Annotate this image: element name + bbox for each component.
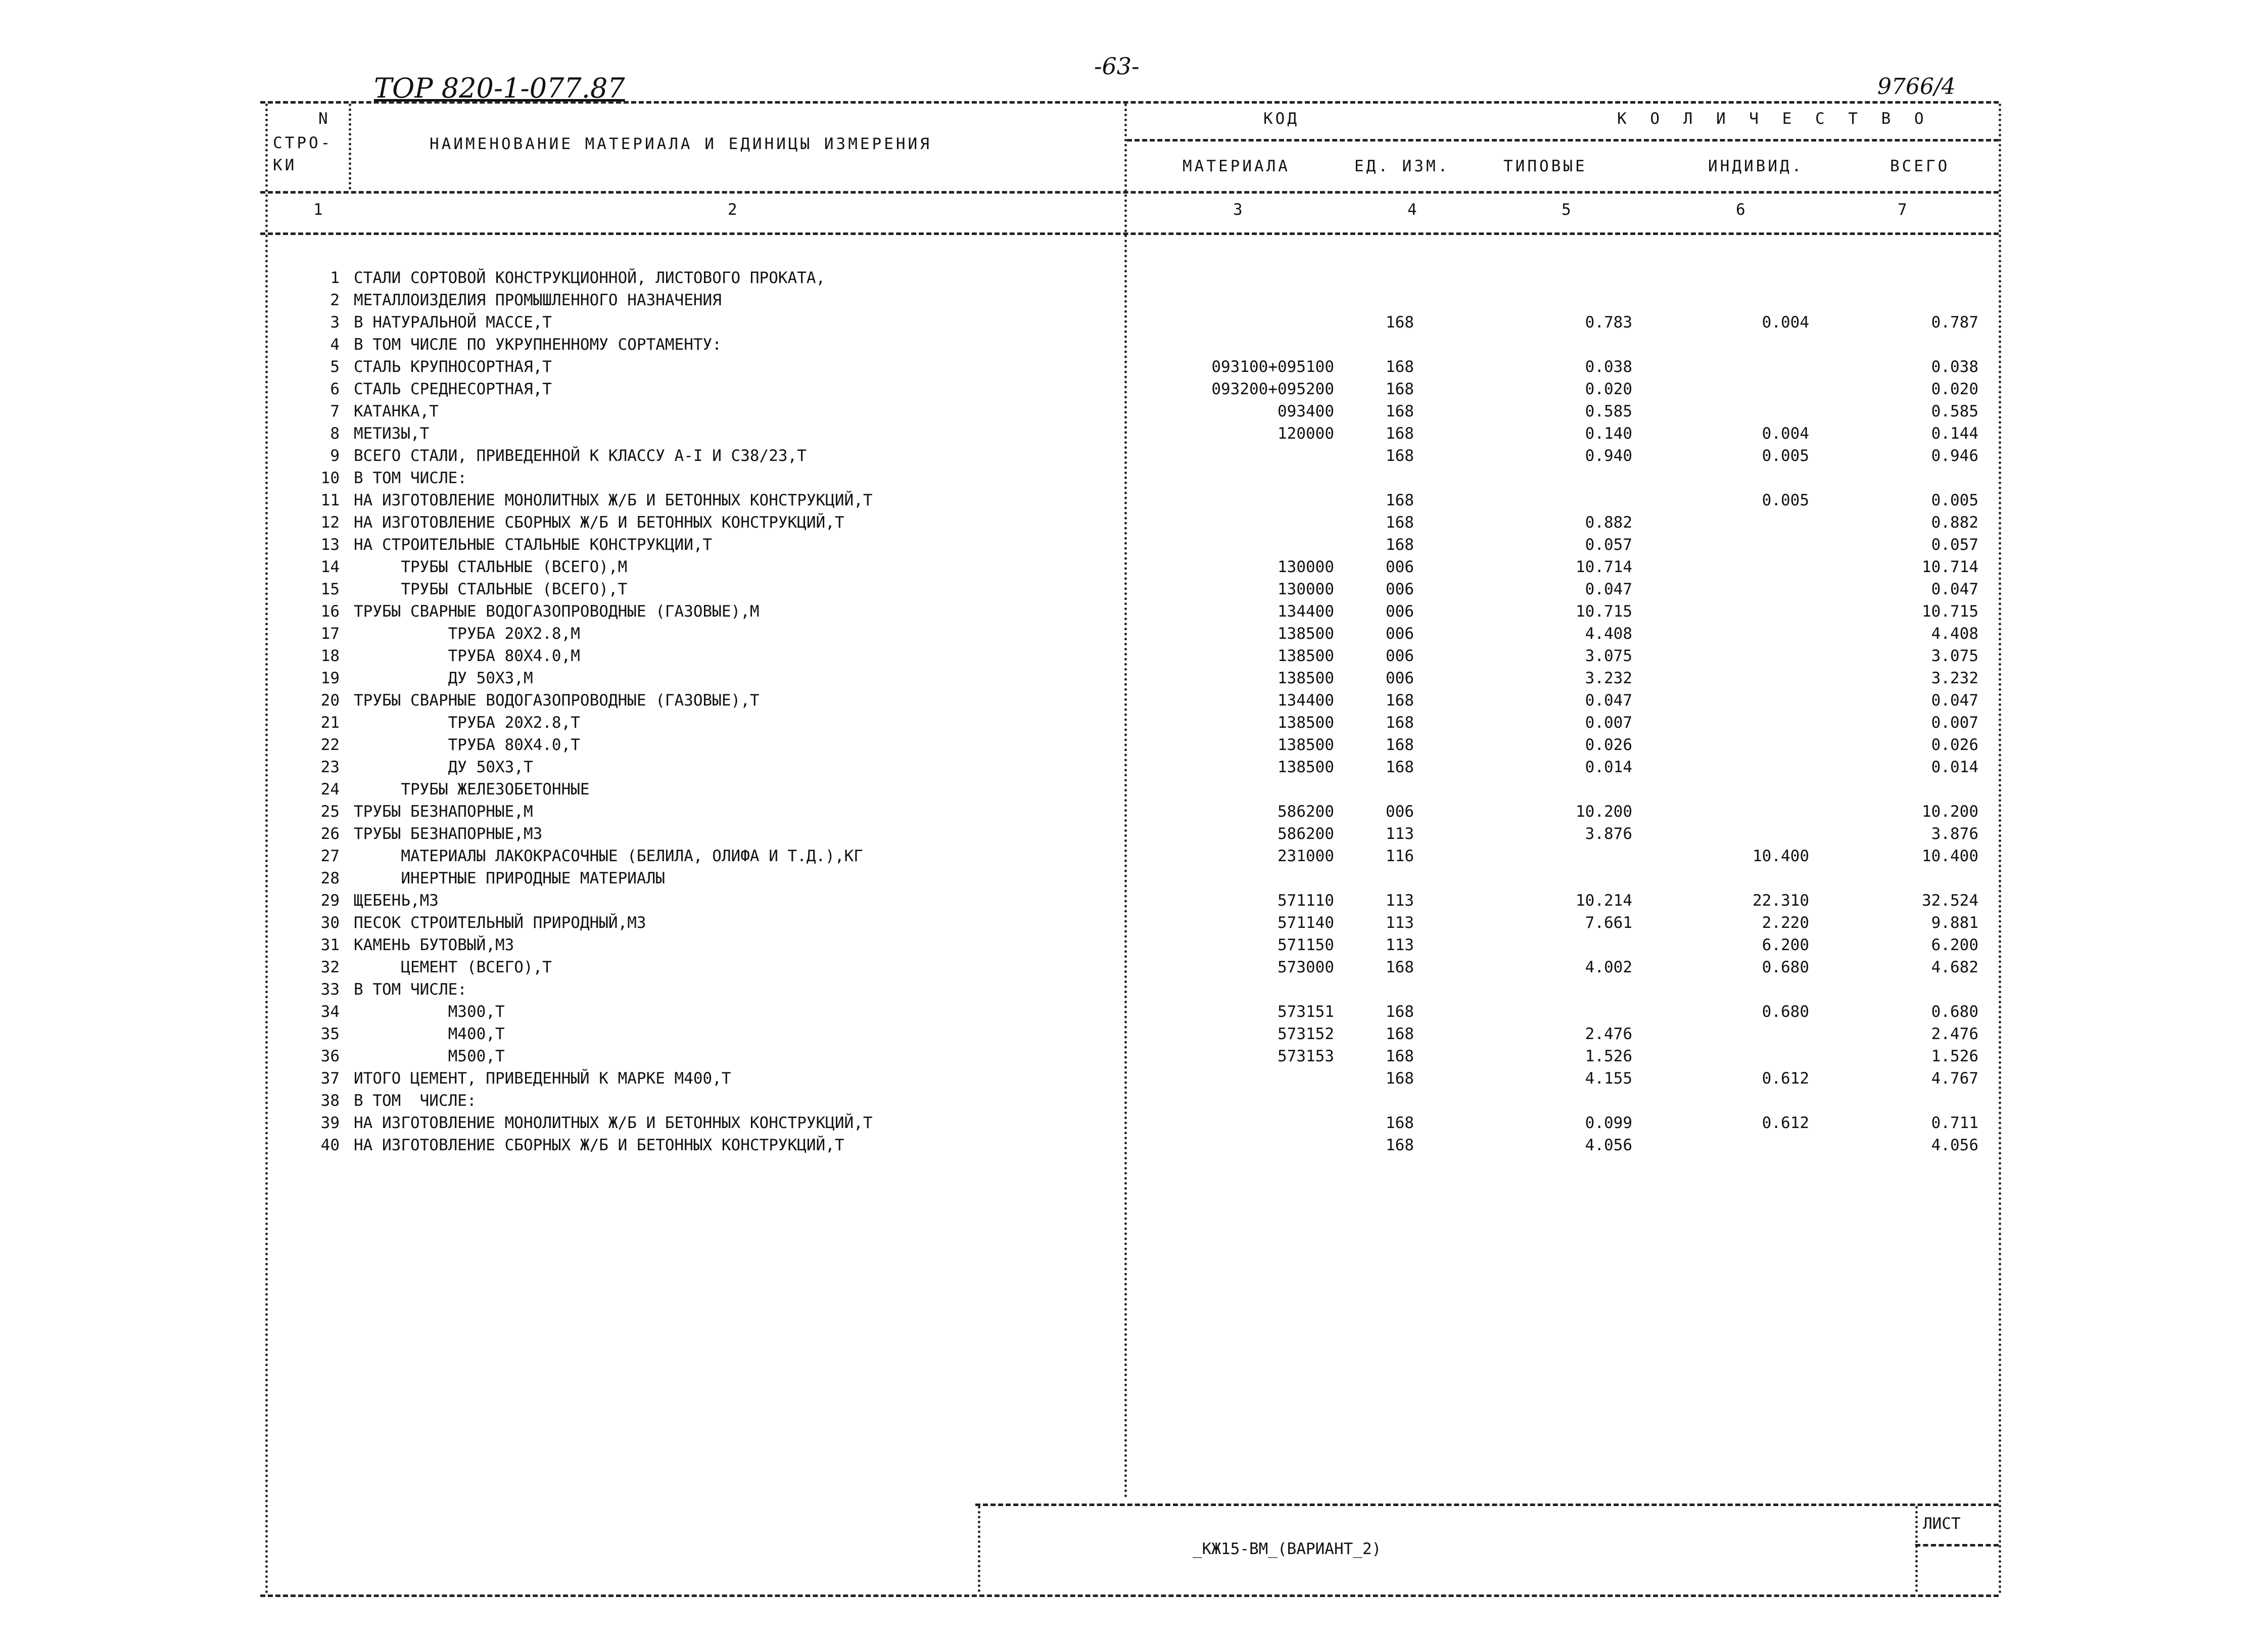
footer-sheet-divider-h [1915, 1544, 1999, 1546]
unit-code: 168 [1386, 447, 1414, 465]
typical-qty: 7.661 [1585, 914, 1632, 932]
table-row [0, 604, 2268, 626]
material-code: 573000 [1278, 958, 1334, 976]
total-qty: 3.232 [1931, 669, 1978, 687]
row-number: 25 [320, 803, 340, 821]
table-row [0, 760, 2268, 782]
material-name: В ТОМ ЧИСЛЕ: [354, 1092, 477, 1110]
total-qty: 0.038 [1931, 358, 1978, 376]
table-row [0, 693, 2268, 715]
unit-code: 168 [1386, 513, 1414, 532]
material-code: 138500 [1278, 758, 1334, 776]
typical-qty: 3.232 [1585, 669, 1632, 687]
row-number: 9 [330, 447, 340, 465]
typical-qty: 0.099 [1585, 1114, 1632, 1132]
material-code: 573151 [1278, 1003, 1334, 1021]
unit-code: 006 [1386, 558, 1414, 576]
material-name: М400,Т [354, 1025, 505, 1043]
individual-qty: 0.005 [1762, 447, 1809, 465]
table-row [0, 782, 2268, 804]
individual-qty: 22.310 [1753, 892, 1809, 910]
material-name: МЕТАЛЛОИЗДЕЛИЯ ПРОМЫШЛЕННОГО НАЗНАЧЕНИЯ [354, 291, 722, 309]
total-qty: 2.476 [1931, 1025, 1978, 1043]
typical-qty: 3.876 [1585, 825, 1632, 843]
material-name: СТАЛЬ СРЕДНЕСОРТНАЯ,Т [354, 380, 552, 398]
row-number: 3 [330, 313, 340, 332]
total-qty: 3.075 [1931, 647, 1978, 665]
row-number: 23 [320, 758, 340, 776]
table-row [0, 893, 2268, 915]
row-number-label: КИ [273, 156, 297, 174]
material-name: ТРУБЫ СВАРНЫЕ ВОДОГАЗОПРОВОДНЫЕ (ГАЗОВЫЕ),М [354, 602, 760, 621]
table-row [0, 359, 2268, 382]
table-row [0, 537, 2268, 559]
table-row [0, 404, 2268, 426]
column-number: 3 [1233, 201, 1245, 219]
unit-code: 168 [1386, 691, 1414, 710]
material-code: 134400 [1278, 602, 1334, 621]
material-name: ВСЕГО СТАЛИ, ПРИВЕДЕННОЙ К КЛАССУ А-I И С38/23,Т [354, 447, 807, 465]
total-qty: 0.014 [1931, 758, 1978, 776]
code-subheader-divider [1127, 139, 1999, 142]
total-qty: 4.408 [1931, 625, 1978, 643]
row-number: 18 [320, 647, 340, 665]
column-number: 5 [1562, 201, 1574, 219]
column-number-divider [260, 232, 1999, 235]
typical-qty: 4.408 [1585, 625, 1632, 643]
material-code: 573153 [1278, 1047, 1334, 1065]
material-code: 138500 [1278, 714, 1334, 732]
unit-code: 006 [1386, 647, 1414, 665]
row-number: 34 [320, 1003, 340, 1021]
typical-qty: 0.047 [1585, 580, 1632, 598]
unit-code: 168 [1386, 402, 1414, 420]
total-qty: 0.680 [1931, 1003, 1978, 1021]
individual-qty: 0.680 [1762, 958, 1809, 976]
table-row [0, 515, 2268, 537]
table-row [0, 582, 2268, 604]
footer-sheet-divider [1915, 1506, 1918, 1592]
row-number: 33 [320, 980, 340, 999]
total-qty: 0.057 [1931, 536, 1978, 554]
footer-sheet-label: ЛИСТ [1923, 1515, 1961, 1533]
name-column-header: НАИМЕНОВАНИЕ МАТЕРИАЛА И ЕДИНИЦЫ ИЗМЕРЕНИЯ [430, 135, 932, 153]
table-row [0, 448, 2268, 471]
material-code-header: МАТЕРИАЛА [1183, 157, 1290, 175]
unit-code: 168 [1386, 1136, 1414, 1154]
unit-code: 006 [1386, 669, 1414, 687]
unit-code: 168 [1386, 425, 1414, 443]
total-qty: 0.946 [1931, 447, 1978, 465]
row-number: 5 [330, 358, 340, 376]
table-row [0, 270, 2268, 293]
total-qty: 0.005 [1931, 491, 1978, 509]
typical-qty: 10.715 [1576, 602, 1632, 621]
material-name: ТРУБЫ БЕЗНАПОРНЫЕ,М [354, 803, 533, 821]
material-code: 573152 [1278, 1025, 1334, 1043]
sheet-reference: 9766/4 [1877, 74, 1956, 100]
rownum-divider [349, 104, 351, 190]
unit-code: 006 [1386, 580, 1414, 598]
individual-qty: 0.004 [1762, 425, 1809, 443]
table-row [0, 871, 2268, 893]
quantity-group-header: К О Л И Ч Е С Т В О [1617, 110, 1931, 128]
material-name: КАМЕНЬ БУТОВЫЙ,М3 [354, 936, 514, 954]
footer-stamp-left [978, 1506, 980, 1592]
row-number: 32 [320, 958, 340, 976]
table-row [0, 382, 2268, 404]
table-row [0, 937, 2268, 960]
row-number: 12 [320, 513, 340, 532]
unit-code: 168 [1386, 1114, 1414, 1132]
unit-code: 168 [1386, 1069, 1414, 1088]
unit-code: 113 [1386, 825, 1414, 843]
row-number: 1 [330, 269, 340, 287]
table-row [0, 849, 2268, 871]
material-code: 138500 [1278, 647, 1334, 665]
table-row [0, 471, 2268, 493]
unit-code: 168 [1386, 1003, 1414, 1021]
typical-qty: 0.038 [1585, 358, 1632, 376]
table-row [0, 315, 2268, 337]
material-name: ЦЕМЕНТ (ВСЕГО),Т [354, 958, 552, 976]
typical-qty: 0.014 [1585, 758, 1632, 776]
material-name: НА ИЗГОТОВЛЕНИЕ СБОРНЫХ Ж/Б И БЕТОННЫХ КОНСТРУКЦИЙ,Т [354, 513, 844, 532]
row-number: 27 [320, 847, 340, 865]
material-name: ЩЕБЕНЬ,М3 [354, 892, 439, 910]
code-group-header: КОД [1263, 110, 1299, 128]
unit-header: ЕД. ИЗМ. [1354, 157, 1450, 175]
material-name: ТРУБЫ БЕЗНАПОРНЫЕ,М3 [354, 825, 543, 843]
material-name: ТРУБЫ СВАРНЫЕ ВОДОГАЗОПРОВОДНЫЕ (ГАЗОВЫЕ),Т [354, 691, 760, 710]
total-qty: 10.200 [1922, 803, 1978, 821]
table-row [0, 1138, 2268, 1160]
table-row [0, 737, 2268, 760]
typical-qty: 0.026 [1585, 736, 1632, 754]
material-name: ИНЕРТНЫЕ ПРИРОДНЫЕ МАТЕРИАЛЫ [354, 869, 665, 887]
typical-qty: 2.476 [1585, 1025, 1632, 1043]
footer-stamp-top [975, 1504, 1999, 1506]
row-number: 24 [320, 780, 340, 799]
column-number: 7 [1898, 201, 1910, 219]
row-number: 11 [320, 491, 340, 509]
material-name: ПЕСОК СТРОИТЕЛЬНЫЙ ПРИРОДНЫЙ,М3 [354, 914, 646, 932]
material-name: ТРУБА 20Х2.8,Т [354, 714, 580, 732]
unit-code: 168 [1386, 313, 1414, 332]
table-row [0, 1115, 2268, 1138]
material-name: НА ИЗГОТОВЛЕНИЕ СБОРНЫХ Ж/Б И БЕТОННЫХ КОНСТРУКЦИЙ,Т [354, 1136, 844, 1154]
material-name: НА ИЗГОТОВЛЕНИЕ МОНОЛИТНЫХ Ж/Б И БЕТОННЫХ КОНСТРУКЦИЙ,Т [354, 491, 873, 509]
row-number: 39 [320, 1114, 340, 1132]
material-code: 093100+095100 [1211, 358, 1334, 376]
typical-qty: 1.526 [1585, 1047, 1632, 1065]
material-code: 571150 [1278, 936, 1334, 954]
typical-qty: 0.882 [1585, 513, 1632, 532]
column-number: 2 [728, 201, 740, 219]
unit-code: 168 [1386, 358, 1414, 376]
table-row [0, 493, 2268, 515]
material-name: СТАЛЬ КРУПНОСОРТНАЯ,Т [354, 358, 552, 376]
material-name: ТРУБА 80Х4.0,М [354, 647, 580, 665]
material-name: В ТОМ ЧИСЛЕ: [354, 980, 467, 999]
row-number: 29 [320, 892, 340, 910]
unit-code: 168 [1386, 491, 1414, 509]
table-row [0, 804, 2268, 826]
material-code: 134400 [1278, 691, 1334, 710]
total-qty: 4.056 [1931, 1136, 1978, 1154]
typical-qty: 0.585 [1585, 402, 1632, 420]
header-divider [260, 191, 1999, 194]
total-qty: 0.047 [1931, 691, 1978, 710]
material-code: 120000 [1278, 425, 1334, 443]
total-qty: 0.144 [1931, 425, 1978, 443]
individual-qty: 0.005 [1762, 491, 1809, 509]
typical-qty: 0.007 [1585, 714, 1632, 732]
row-number: 13 [320, 536, 340, 554]
row-number: 36 [320, 1047, 340, 1065]
row-number: 26 [320, 825, 340, 843]
column-number: 1 [313, 201, 325, 219]
total-qty: 0.711 [1931, 1114, 1978, 1132]
row-number: 40 [320, 1136, 340, 1154]
table-top-border [260, 101, 1999, 104]
typical-qty: 4.002 [1585, 958, 1632, 976]
document-code: ТОР 820-1-077.87 [374, 72, 625, 104]
row-number: 21 [320, 714, 340, 732]
row-number: 22 [320, 736, 340, 754]
material-name: КАТАНКА,Т [354, 402, 439, 420]
total-qty: 9.881 [1931, 914, 1978, 932]
total-header: ВСЕГО [1890, 157, 1950, 175]
row-number: 7 [330, 402, 340, 420]
typical-qty: 4.155 [1585, 1069, 1632, 1088]
individual-qty: 0.680 [1762, 1003, 1809, 1021]
material-name: СТАЛИ СОРТОВОЙ КОНСТРУКЦИОННОЙ, ЛИСТОВОГО ПРОКАТА, [354, 269, 826, 287]
unit-code: 113 [1386, 914, 1414, 932]
table-row [0, 626, 2268, 648]
material-name: МАТЕРИАЛЫ ЛАКОКРАСОЧНЫЕ (БЕЛИЛА, ОЛИФА И Т.Д.),КГ [354, 847, 863, 865]
material-code: 093400 [1278, 402, 1334, 420]
material-name: В НАТУРАЛЬНОЙ МАССЕ,Т [354, 313, 552, 332]
row-number: 14 [320, 558, 340, 576]
table-row [0, 1093, 2268, 1115]
total-qty: 0.882 [1931, 513, 1978, 532]
row-number-label: СТРО- [273, 134, 333, 152]
unit-code: 168 [1386, 958, 1414, 976]
typical-qty: 0.940 [1585, 447, 1632, 465]
unit-code: 168 [1386, 1025, 1414, 1043]
unit-code: 168 [1386, 758, 1414, 776]
material-code: 571140 [1278, 914, 1334, 932]
row-number: 6 [330, 380, 340, 398]
unit-code: 168 [1386, 1047, 1414, 1065]
total-qty: 6.200 [1931, 936, 1978, 954]
unit-code: 006 [1386, 625, 1414, 643]
row-number: 10 [320, 469, 340, 487]
individual-qty: 0.004 [1762, 313, 1809, 332]
material-name: М300,Т [354, 1003, 505, 1021]
material-name: В ТОМ ЧИСЛЕ ПО УКРУПНЕННОМУ СОРТАМЕНТУ: [354, 336, 722, 354]
row-number: 2 [330, 291, 340, 309]
material-code: 138500 [1278, 736, 1334, 754]
table-row [0, 671, 2268, 693]
row-number: 8 [330, 425, 340, 443]
total-qty: 0.047 [1931, 580, 1978, 598]
table-row [0, 426, 2268, 448]
unit-code: 006 [1386, 602, 1414, 621]
row-number: 15 [320, 580, 340, 598]
material-name: ТРУБЫ СТАЛЬНЫЕ (ВСЕГО),М [354, 558, 628, 576]
material-name: ТРУБЫ ЖЕЛЕЗОБЕТОННЫЕ [354, 780, 590, 799]
material-code: 138500 [1278, 669, 1334, 687]
total-qty: 10.715 [1922, 602, 1978, 621]
total-qty: 3.876 [1931, 825, 1978, 843]
footer-variant: _КЖ15-ВМ_(ВАРИАНТ_2) [1193, 1540, 1382, 1558]
unit-code: 113 [1386, 936, 1414, 954]
typical-header: ТИПОВЫЕ [1503, 157, 1587, 175]
table-row [0, 559, 2268, 582]
material-code: 130000 [1278, 580, 1334, 598]
material-code: 231000 [1278, 847, 1334, 865]
individual-qty: 6.200 [1762, 936, 1809, 954]
total-qty: 4.767 [1931, 1069, 1978, 1088]
material-name: ДУ 50Х3,М [354, 669, 533, 687]
table-row [0, 915, 2268, 937]
table-row [0, 960, 2268, 982]
row-number: 20 [320, 691, 340, 710]
material-name: М500,Т [354, 1047, 505, 1065]
total-qty: 0.026 [1931, 736, 1978, 754]
unit-code: 168 [1386, 536, 1414, 554]
table-row [0, 1026, 2268, 1049]
total-qty: 0.787 [1931, 313, 1978, 332]
row-number: 37 [320, 1069, 340, 1088]
total-qty: 0.585 [1931, 402, 1978, 420]
column-number: 4 [1407, 201, 1420, 219]
total-qty: 10.714 [1922, 558, 1978, 576]
table-bottom-border [260, 1595, 1999, 1597]
row-number: 38 [320, 1092, 340, 1110]
typical-qty: 0.057 [1585, 536, 1632, 554]
row-number-label: N [318, 110, 330, 128]
material-name: НА ИЗГОТОВЛЕНИЕ МОНОЛИТНЫХ Ж/Б И БЕТОННЫХ КОНСТРУКЦИЙ,Т [354, 1114, 873, 1132]
total-qty: 10.400 [1922, 847, 1978, 865]
material-code: 130000 [1278, 558, 1334, 576]
total-qty: 0.020 [1931, 380, 1978, 398]
material-name: МЕТИЗЫ,Т [354, 425, 430, 443]
typical-qty: 3.075 [1585, 647, 1632, 665]
table-row [0, 982, 2268, 1004]
typical-qty: 4.056 [1585, 1136, 1632, 1154]
typical-qty: 0.020 [1585, 380, 1632, 398]
table-row [0, 337, 2268, 359]
material-name: В ТОМ ЧИСЛЕ: [354, 469, 467, 487]
table-row [0, 826, 2268, 849]
typical-qty: 0.783 [1585, 313, 1632, 332]
material-code: 586200 [1278, 803, 1334, 821]
unit-code: 116 [1386, 847, 1414, 865]
individual-header: ИНДИВИД. [1708, 157, 1804, 175]
row-number: 16 [320, 602, 340, 621]
table-row [0, 648, 2268, 671]
table-row [0, 715, 2268, 737]
total-qty: 0.007 [1931, 714, 1978, 732]
total-qty: 32.524 [1922, 892, 1978, 910]
material-code: 093200+095200 [1211, 380, 1334, 398]
total-qty: 1.526 [1931, 1047, 1978, 1065]
material-name: НА СТРОИТЕЛЬНЫЕ СТАЛЬНЫЕ КОНСТРУКЦИИ,Т [354, 536, 713, 554]
material-name: ИТОГО ЦЕМЕНТ, ПРИВЕДЕННЫЙ К МАРКЕ М400,Т [354, 1069, 731, 1088]
unit-code: 168 [1386, 714, 1414, 732]
individual-qty: 2.220 [1762, 914, 1809, 932]
unit-code: 168 [1386, 380, 1414, 398]
material-name: ДУ 50Х3,Т [354, 758, 533, 776]
table-row [0, 293, 2268, 315]
row-number: 30 [320, 914, 340, 932]
typical-qty: 10.214 [1576, 892, 1632, 910]
individual-qty: 0.612 [1762, 1069, 1809, 1088]
unit-code: 168 [1386, 736, 1414, 754]
individual-qty: 10.400 [1753, 847, 1809, 865]
material-name: ТРУБА 20Х2.8,М [354, 625, 580, 643]
row-number: 31 [320, 936, 340, 954]
column-number: 6 [1736, 201, 1748, 219]
row-number: 28 [320, 869, 340, 887]
row-number: 35 [320, 1025, 340, 1043]
typical-qty: 10.714 [1576, 558, 1632, 576]
material-code: 586200 [1278, 825, 1334, 843]
unit-code: 006 [1386, 803, 1414, 821]
individual-qty: 0.612 [1762, 1114, 1809, 1132]
table-row [0, 1049, 2268, 1071]
table-row [0, 1071, 2268, 1093]
typical-qty: 0.140 [1585, 425, 1632, 443]
row-number: 4 [330, 336, 340, 354]
row-number: 17 [320, 625, 340, 643]
row-number: 19 [320, 669, 340, 687]
typical-qty: 0.047 [1585, 691, 1632, 710]
total-qty: 4.682 [1931, 958, 1978, 976]
table-row [0, 1004, 2268, 1026]
unit-code: 113 [1386, 892, 1414, 910]
material-name: ТРУБА 80Х4.0,Т [354, 736, 580, 754]
material-name: ТРУБЫ СТАЛЬНЫЕ (ВСЕГО),Т [354, 580, 628, 598]
material-code: 571110 [1278, 892, 1334, 910]
typical-qty: 10.200 [1576, 803, 1632, 821]
material-code: 138500 [1278, 625, 1334, 643]
page-number: -63- [1094, 53, 1140, 80]
